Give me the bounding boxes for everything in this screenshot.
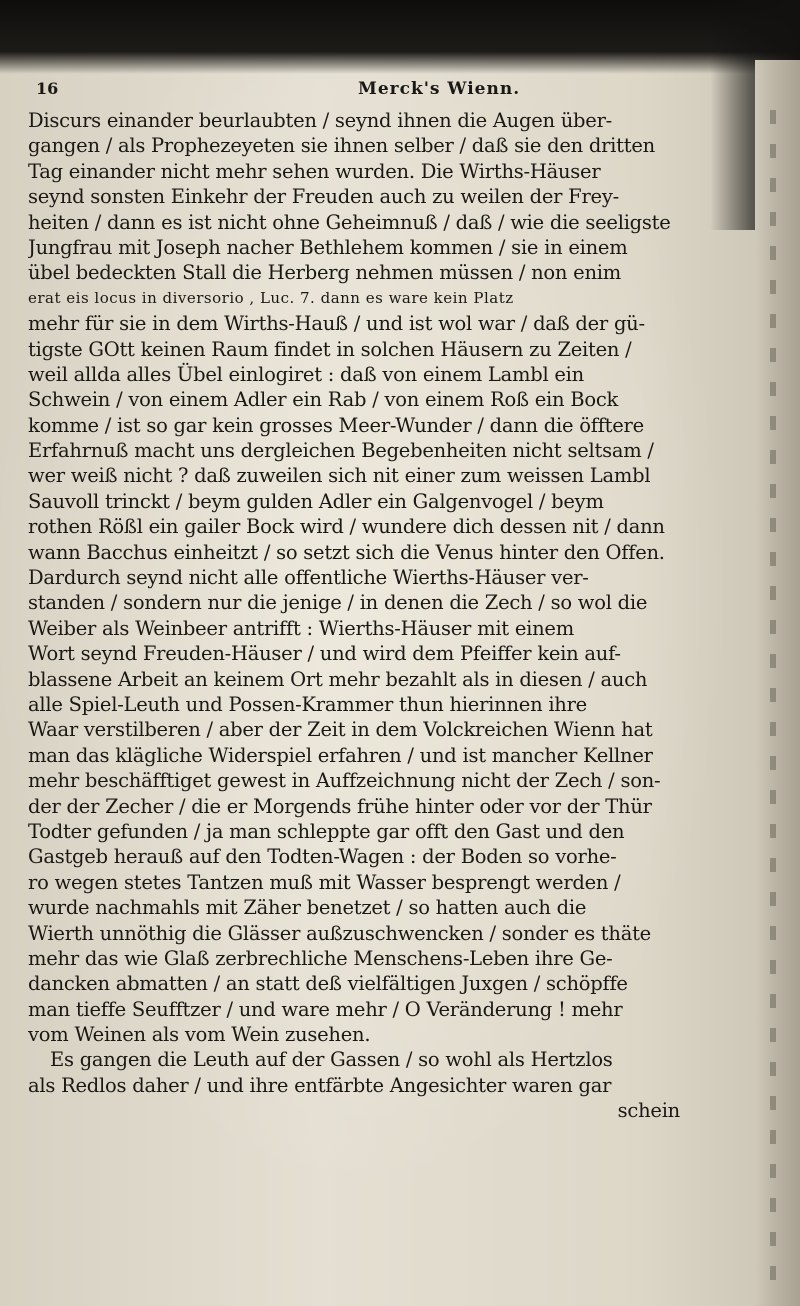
text-line: vom Weinen als vom Wein zusehen.: [28, 1023, 371, 1047]
text-line: mehr beschäfftiget gewest in Auffzeichnung nicht der Zech / son-: [28, 769, 661, 793]
text-line: man das klägliche Widerspiel erfahren / und ist mancher Kellner: [28, 743, 653, 767]
text-line-paragraph-start: Es gangen die Leuth auf der Gassen / so wohl als Hertzlos: [50, 1048, 613, 1072]
text-line: weil allda alles Übel einlogiret : daß von einem Lambl ein: [28, 362, 584, 386]
scan-top-shadow: [0, 0, 800, 74]
page-number: 16: [36, 79, 59, 98]
text-line: Discurs einander beurlaubten / seynd ihnen die Augen über-: [28, 109, 612, 132]
text-line: Sauvoll trinckt / beym gulden Adler ein Galgenvogel / beym: [28, 489, 604, 513]
text-line: Erfahrnuß macht uns dergleichen Begebenheiten nicht seltsam /: [28, 439, 654, 463]
running-head: [28, 74, 764, 104]
text-line: man tieffe Seufftzer / und ware mehr / O Veränderung ! mehr: [28, 997, 623, 1021]
text-line: der der Zecher / die er Morgends frühe hinter oder vor der Thür: [28, 794, 652, 818]
text-line: wurde nachmahls mit Zäher benetzet / so hatten auch die: [28, 896, 587, 920]
text-line: wann Bacchus einheitzt / so setzt sich die Venus hinter den Offen.: [28, 540, 665, 564]
facing-page-bleed: [770, 110, 776, 1300]
text-line: wer weiß nicht ? daß zuweilen sich nit einer zum weissen Lambl: [28, 464, 651, 488]
text-line: Jungfrau mit Joseph nacher Bethlehem kommen / sie in einem: [28, 235, 628, 259]
text-line: Todter gefunden / ja man schleppte gar offt den Gast und den: [28, 819, 625, 843]
text-line: als Redlos daher / und ihre entfärbte Angesichter waren gar: [28, 1073, 612, 1097]
text-line: blassene Arbeit an keinem Ort mehr bezahlt als in diesen / auch: [28, 667, 648, 691]
text-line: tigste GOtt keinen Raum findet in solchen Häusern zu Zeiten /: [28, 337, 632, 361]
text-line: seynd sonsten Einkehr der Freuden auch zu weilen der Frey-: [28, 185, 619, 209]
text-line: standen / sondern nur die jenige / in denen die Zech / so wol die: [28, 591, 648, 615]
text-line: komme / ist so gar kein grosses Meer-Wunder / dann die öfftere: [28, 413, 644, 437]
running-head-title: Merck's Wienn.: [358, 79, 521, 99]
text-line: heiten / dann es ist nicht ohne Geheimnuß / daß / wie die seeligste: [28, 210, 671, 234]
page-content: [28, 74, 764, 1306]
text-line: mehr für sie in dem Wirths-Hauß / und ist wol war / daß der gü-: [28, 312, 645, 336]
text-line: Gastgeb herauß auf den Todten-Wagen : der Boden so vorhe-: [28, 845, 617, 869]
text-line: Weiber als Weinbeer antrifft : Wierths-Häuser mit einem: [28, 616, 574, 640]
text-line: Waar verstilberen / aber der Zeit in dem Volckreichen Wienn hat: [28, 718, 653, 742]
text-line: Wort seynd Freuden-Häuser / und wird dem Pfeiffer kein auf-: [28, 642, 621, 666]
text-line-latin-citation: erat eis locus in diversorio , Luc. 7. dann es ware kein Platz: [28, 288, 514, 307]
body-text: [28, 108, 764, 1124]
text-line: gangen / als Prophezeyeten sie ihnen selber / daß sie den dritten: [28, 134, 655, 158]
text-line: Dardurch seynd nicht alle offentliche Wierths-Häuser ver-: [28, 566, 589, 590]
text-line: Wierth unnöthig die Glässer außzuschwencken / sonder es thäte: [28, 921, 651, 945]
text-line: übel bedeckten Stall die Herberg nehmen müssen / non enim: [28, 261, 621, 285]
text-line: alle Spiel-Leuth und Possen-Krammer thun hierinnen ihre: [28, 692, 587, 716]
text-line: rothen Rößl ein gailer Bock wird / wundere dich dessen nit / dann: [28, 515, 665, 539]
text-line: dancken abmatten / an statt deß vielfältigen Juxgen / schöpffe: [28, 972, 628, 996]
text-line: mehr das wie Glaß zerbrechliche Menschens-Leben ihre Ge-: [28, 946, 613, 970]
text-line: Schwein / von einem Adler ein Rab / von einem Roß ein Bock: [28, 388, 619, 412]
text-line: Tag einander nicht mehr sehen wurden. Die Wirths-Häuser: [28, 159, 601, 183]
text-line: ro wegen stetes Tantzen muß mit Wasser besprengt werden /: [28, 870, 621, 894]
catchword: schein: [617, 1099, 680, 1123]
